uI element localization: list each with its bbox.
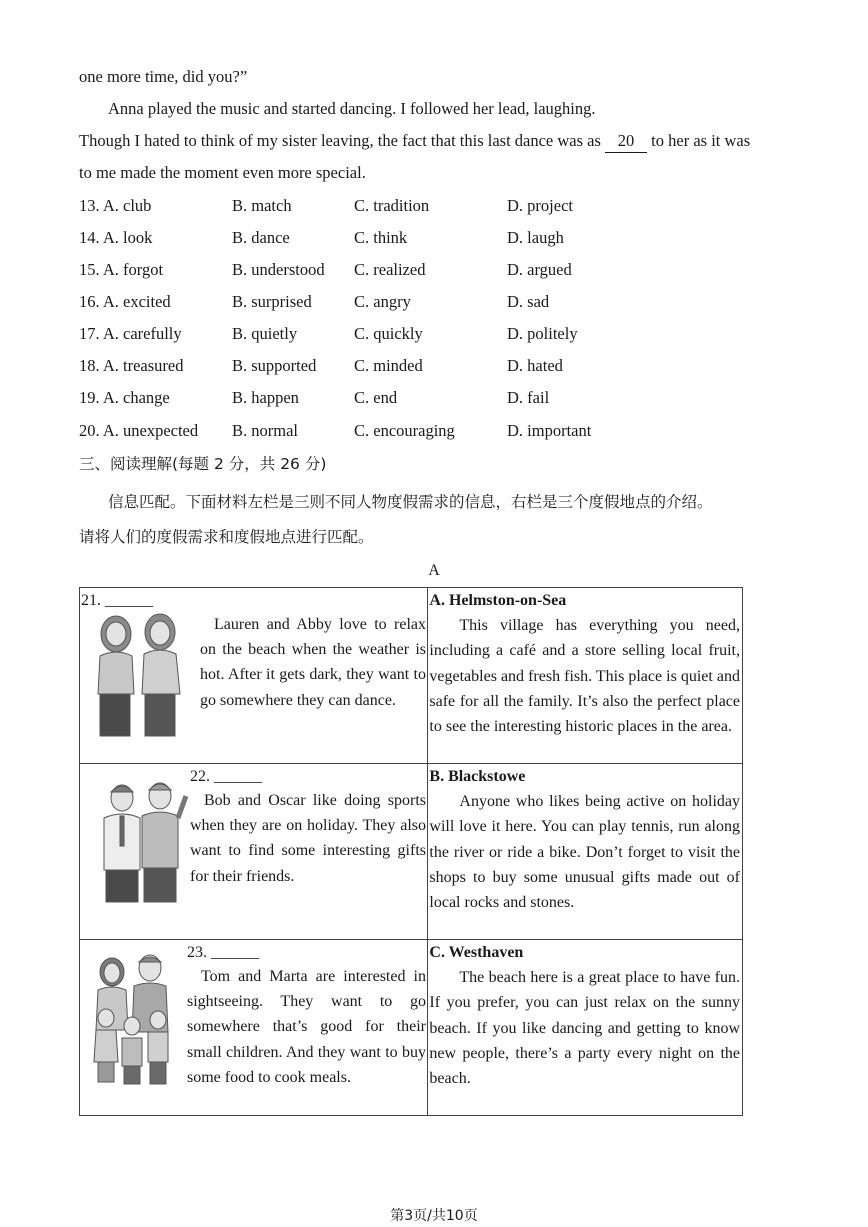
option-d: D. important xyxy=(507,421,592,440)
option-d: D. argued xyxy=(507,260,572,279)
passage-line-4: to me made the moment even more special. xyxy=(79,163,366,182)
matching-table xyxy=(79,587,743,1116)
option-d: D. project xyxy=(507,196,573,215)
option-b: B. quietly xyxy=(232,324,298,343)
option-b: B. understood xyxy=(232,260,325,279)
section-instruction-2: 请将人们的度假需求和度假地点进行匹配。 xyxy=(79,528,374,546)
place-cell-b xyxy=(428,764,743,940)
place-cell-a xyxy=(428,588,743,764)
option-c: C. quickly xyxy=(354,324,423,343)
page-footer: 第3页/共10页 xyxy=(390,1208,478,1224)
option-a: 20. A. unexpected xyxy=(79,421,199,440)
passage-line-3 xyxy=(79,130,750,153)
table-row xyxy=(80,764,743,940)
place-title-b: B. Blackstowe xyxy=(429,768,526,785)
table-row xyxy=(80,588,743,764)
passage-line-1: one more time, did you?” xyxy=(79,67,248,86)
two-men-illustration xyxy=(90,774,190,904)
person-description-22: Bob and Oscar like doing sports when they are on holiday. They also want to find some interesting gifts for their friends. xyxy=(190,792,426,885)
option-c: C. angry xyxy=(354,292,411,311)
option-d: D. politely xyxy=(507,324,578,343)
question-number-22: 22. ______ xyxy=(190,768,262,785)
place-b xyxy=(428,764,742,915)
place-title-c: C. Westhaven xyxy=(429,944,524,961)
place-cell-c xyxy=(428,940,743,1116)
person-cell-21 xyxy=(80,588,428,764)
option-a: 16. A. excited xyxy=(79,292,171,311)
option-a: 18. A. treasured xyxy=(79,356,184,375)
passage-line-3-after: to her as it was xyxy=(647,131,751,150)
option-b: B. supported xyxy=(232,356,317,375)
option-b: B. normal xyxy=(232,421,298,440)
person-cell-22 xyxy=(80,764,428,940)
option-c: C. realized xyxy=(354,260,426,279)
option-d: D. hated xyxy=(507,356,563,375)
option-a: 14. A. look xyxy=(79,228,153,247)
place-a xyxy=(428,588,742,739)
person-cell-23 xyxy=(80,940,428,1116)
person-description-23: Tom and Marta are interested in sightseeing. They want to go somewhere that’s good for their small children. And they want to buy some food to cook meals. xyxy=(187,968,426,1086)
place-description-c: The beach here is a great place to have fun. If you prefer, you can just relax on the sunny beach. If you like dancing and getting to know new people, there’s a party every night on the beach. xyxy=(429,969,740,1088)
table-row xyxy=(80,940,743,1116)
place-title-a: A. Helmston-on-Sea xyxy=(429,592,567,609)
option-c: C. think xyxy=(354,228,408,247)
option-a: 13. A. club xyxy=(79,196,152,215)
option-a: 17. A. carefully xyxy=(79,324,182,343)
place-description-a: This village has everything you need, including a café and a store selling local fruit, vegetables and fresh fish. This place is quiet and safe for all the family. It’s also the perfect place to see the interesting historic places in the area. xyxy=(429,617,740,736)
option-b: B. happen xyxy=(232,388,299,407)
section-instruction-1: 信息匹配。下面材料左栏是三则不同人物度假需求的信息，右栏是三个度假地点的介绍。 xyxy=(108,493,713,511)
option-d: D. sad xyxy=(507,292,550,311)
question-number-21: 21. ______ xyxy=(81,592,153,609)
two-women-illustration xyxy=(86,612,190,738)
option-d: D. fail xyxy=(507,388,550,407)
passage-line-2: Anna played the music and started dancing. I followed her lead, laughing. xyxy=(108,99,596,118)
option-d: D. laugh xyxy=(507,228,564,247)
option-c: C. tradition xyxy=(354,196,430,215)
option-c: C. encouraging xyxy=(354,421,455,440)
place-c xyxy=(428,940,742,1091)
place-description-b: Anyone who likes being active on holiday will love it here. You can play tennis, run along the river or ride a bike. Don’t forget to visit the shops to buy some unusual gifts made out of local rocks and stones. xyxy=(429,793,740,912)
option-c: C. minded xyxy=(354,356,423,375)
blank-20: 20 xyxy=(605,130,647,153)
question-number-23: 23. ______ xyxy=(187,944,259,961)
passage-line-3-before: Though I hated to think of my sister leaving, the fact that this last dance was as xyxy=(79,131,606,150)
person-description-21: Lauren and Abby love to relax on the beach when the weather is hot. After it gets dark, they want to go somewhere they can dance. xyxy=(200,616,426,709)
option-b: B. surprised xyxy=(232,292,312,311)
section-title: 三、阅读理解(每题 2 分，共 26 分) xyxy=(79,455,327,473)
option-a: 19. A. change xyxy=(79,388,170,407)
family-illustration xyxy=(84,950,184,1090)
option-b: B. dance xyxy=(232,228,290,247)
option-b: B. match xyxy=(232,196,292,215)
passage-label: A xyxy=(428,562,440,579)
option-c: C. end xyxy=(354,388,398,407)
option-a: 15. A. forgot xyxy=(79,260,164,279)
